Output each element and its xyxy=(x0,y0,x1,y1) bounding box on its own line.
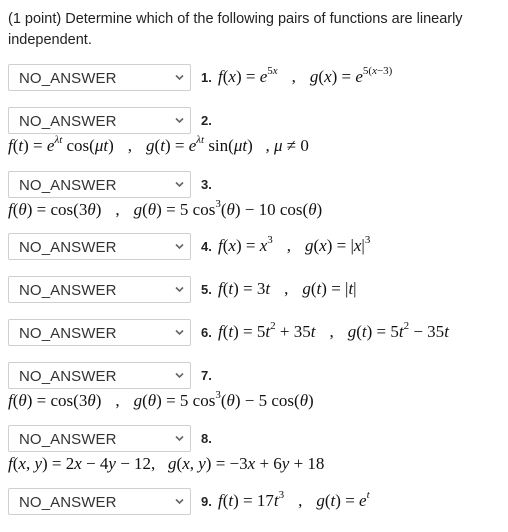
question-number: 9. xyxy=(201,494,212,509)
chevron-down-icon xyxy=(175,329,184,336)
question-number: 5. xyxy=(201,282,212,297)
question-number: 8. xyxy=(201,431,212,446)
select-value: NO_ANSWER xyxy=(19,70,117,87)
answer-select-8[interactable] xyxy=(8,425,191,452)
select-value: NO_ANSWER xyxy=(19,494,117,511)
function-pair-4: $f(x) = x^3$ , $g(x) = |x|^3$ xyxy=(218,234,371,255)
select-value: NO_ANSWER xyxy=(19,282,117,299)
chevron-down-icon xyxy=(175,74,184,81)
answer-select-7[interactable] xyxy=(8,362,191,389)
function-pair-2: $f(t) = e^{\lambda t}$ cos(μt) , $g(t) = e^{\lambda t}$ sin(μt) , μ ≠ 0 xyxy=(8,134,309,155)
chevron-down-icon xyxy=(175,243,184,250)
select-value: NO_ANSWER xyxy=(19,368,117,385)
question-number: 7. xyxy=(201,368,212,383)
question-number: 3. xyxy=(201,177,212,192)
problem-intro: (1 point) Determine which of the following pairs of functions are linearly independent. xyxy=(8,11,463,48)
select-value: NO_ANSWER xyxy=(19,431,117,448)
question-number: 4. xyxy=(201,239,212,254)
function-pair-6: $f(t) = 5t^2 + 35t$ , $g(t) = 5t^2 - 35t$ xyxy=(218,320,449,341)
chevron-down-icon xyxy=(175,117,184,124)
function-pair-5: f(t) = 3t , g(t) = |t| xyxy=(218,279,357,298)
function-pair-3: f(θ) = cos(3θ) , g(θ) = 5 $\cos^3(\theta) - 10$ cos(θ) xyxy=(8,198,323,219)
question-number: 1. xyxy=(201,70,212,85)
select-value: NO_ANSWER xyxy=(19,113,117,130)
answer-select-5[interactable] xyxy=(8,276,191,303)
chevron-down-icon xyxy=(175,435,184,442)
select-value: NO_ANSWER xyxy=(19,239,117,256)
answer-select-2[interactable] xyxy=(8,107,191,134)
function-pair-7: f(θ) = cos(3θ) , g(θ) = 5 $\cos^3(\theta) - 5$ cos(θ) xyxy=(8,389,314,410)
question-number: 2. xyxy=(201,113,212,128)
function-pair-8: f(x, y) = 2x − 4y − 12, g(x, y) = −3x + 6y + 18 xyxy=(8,454,325,473)
answer-select-4[interactable] xyxy=(8,233,191,260)
function-pair-1: $f(x) = e^{5x}$ , $g(x) = e^{5(x-3)}$ xyxy=(218,65,393,86)
chevron-down-icon xyxy=(175,498,184,505)
select-value: NO_ANSWER xyxy=(19,325,117,342)
answer-select-3[interactable] xyxy=(8,171,191,198)
function-pair-9: $f(t) = 17t^3$ , $g(t) = e^t$ xyxy=(218,489,370,510)
answer-select-6[interactable] xyxy=(8,319,191,346)
select-value: NO_ANSWER xyxy=(19,177,117,194)
chevron-down-icon xyxy=(175,286,184,293)
chevron-down-icon xyxy=(175,372,184,379)
answer-select-1[interactable] xyxy=(8,64,191,91)
question-number: 6. xyxy=(201,325,212,340)
answer-select-9[interactable] xyxy=(8,488,191,515)
chevron-down-icon xyxy=(175,181,184,188)
